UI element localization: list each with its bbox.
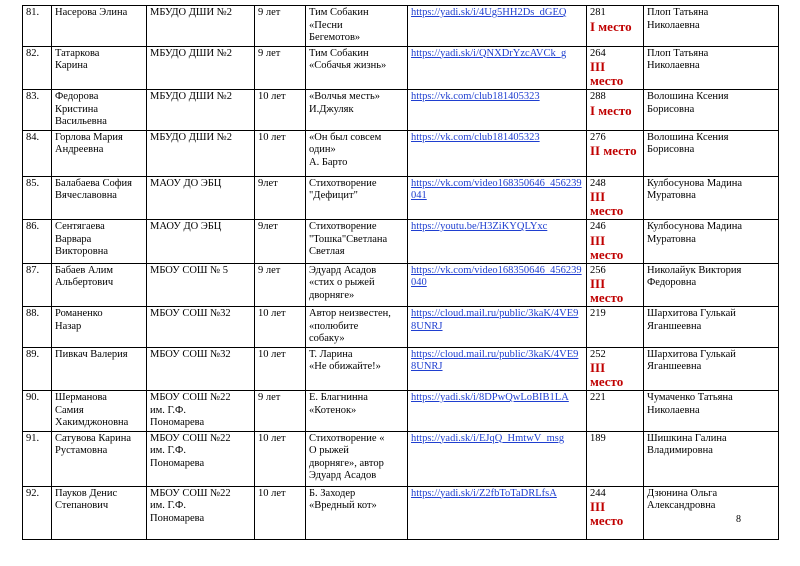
school-name: МБОУ СОШ №22 им. Г.Ф. Пономарева (147, 486, 255, 539)
participant-name: Шерманова Самия Хакимджоновна (52, 391, 147, 432)
school-name: МАОУ ДО ЭБЦ (147, 220, 255, 264)
school-name: МБУДО ДШИ №2 (147, 6, 255, 47)
video-link-cell (408, 307, 587, 348)
video-link[interactable]: https://vk.com/video168350646_456239040 (411, 264, 582, 288)
table-row (23, 130, 779, 176)
video-link-cell (408, 130, 587, 176)
participant-name: Горлова Мария Андреевна (52, 130, 147, 176)
video-link[interactable]: https://cloud.mail.ru/public/3kaK/4VE98UNRJ (411, 308, 579, 332)
participant-name: Балабаева София Вячеславовна (52, 176, 147, 220)
participant-age: 9 лет (255, 46, 306, 90)
teacher-name: Кулбосунова Мадина Муратовна (644, 220, 779, 264)
teacher-name: Чумаченко Татьяна Николаевна (644, 391, 779, 432)
score: 256 (590, 264, 606, 276)
work-title: Автор неизвестен, «полюбите собаку» (306, 307, 408, 348)
result-cell (587, 486, 644, 539)
row-number: 84. (23, 130, 52, 176)
participant-name: Федорова Кристина Васильевна (52, 90, 147, 131)
row-number: 87. (23, 263, 52, 307)
table-row (23, 90, 779, 131)
table-row (23, 263, 779, 307)
teacher-name: Дзюнина Ольга Александровна (644, 486, 779, 539)
work-title: Стихотворение "Тошка"Светлана Светлая (306, 220, 408, 264)
school-name: МБУДО ДШИ №2 (147, 130, 255, 176)
teacher-name: Волошина Ксения Борисовна (644, 90, 779, 131)
work-title: «Волчья месть» И.Джуляк (306, 90, 408, 131)
score: 221 (590, 392, 606, 403)
row-number: 86. (23, 220, 52, 264)
teacher-name: Николайук Виктория Федоровна (644, 263, 779, 307)
school-name: МБОУ СОШ №22 им. Г.Ф. Пономарева (147, 431, 255, 486)
video-link[interactable]: https://yadi.sk/i/EJqQ_HmtwV_msg (411, 432, 565, 444)
work-title: Т. Ларина «Не обижайте!» (306, 347, 408, 391)
result-cell (587, 263, 644, 307)
participant-name: Татаркова Карина (52, 46, 147, 90)
video-link-cell (408, 176, 587, 220)
school-name: МАОУ ДО ЭБЦ (147, 176, 255, 220)
row-number: 82. (23, 46, 52, 90)
score: 288 (590, 91, 606, 102)
table-row (23, 46, 779, 90)
video-link[interactable]: https://cloud.mail.ru/public/3kaK/4VE98UNRJ (411, 348, 579, 372)
score: 189 (590, 432, 606, 444)
page-number: 8 (736, 514, 741, 525)
video-link-cell (408, 46, 587, 90)
participant-age: 9лет (255, 220, 306, 264)
video-link[interactable]: https://yadi.sk/i/4Ug5HH2Ds_dGEQ (411, 7, 567, 18)
table-row (23, 486, 779, 539)
place-badge: III место (590, 360, 624, 389)
row-number: 81. (23, 6, 52, 47)
participant-age: 10 лет (255, 90, 306, 131)
place-badge: II место (590, 143, 637, 158)
score: 281 (590, 7, 606, 18)
work-title: Е. Благнинна «Котенок» (306, 391, 408, 432)
video-link[interactable]: https://yadi.sk/i/QNXDrYzcAVCk_g (411, 47, 567, 59)
row-number: 92. (23, 486, 52, 539)
table-row (23, 176, 779, 220)
score: 264 (590, 47, 606, 59)
row-number: 91. (23, 431, 52, 486)
place-badge: III место (590, 59, 624, 88)
place-badge: III место (590, 232, 624, 262)
teacher-name: Шархитова Гулькай Яганшеевна (644, 307, 779, 348)
participant-name: Пауков Денис Степанович (52, 486, 147, 539)
participant-age: 10 лет (255, 307, 306, 348)
teacher-name: Волошина Ксения Борисовна (644, 130, 779, 176)
video-link-cell (408, 220, 587, 264)
work-title: Стихотворение "Дефицит" (306, 176, 408, 220)
score: 276 (590, 131, 606, 143)
teacher-name: Шишкина Галина Владимировна (644, 431, 779, 486)
row-number: 83. (23, 90, 52, 131)
participant-age: 9 лет (255, 391, 306, 432)
participant-name: Сатувова Карина Рустамовна (52, 431, 147, 486)
video-link[interactable]: https://vk.com/club181405323 (411, 131, 540, 143)
video-link-cell (408, 263, 587, 307)
place-badge: I место (590, 102, 632, 118)
participant-age: 10 лет (255, 431, 306, 486)
score: 244 (590, 487, 606, 499)
video-link-cell (408, 90, 587, 131)
video-link[interactable]: https://vk.com/club181405323 (411, 91, 540, 102)
video-link-cell (408, 391, 587, 432)
result-cell (587, 46, 644, 90)
school-name: МБОУ СОШ №32 (147, 347, 255, 391)
teacher-name: Плоп Татьяна Николаевна (644, 46, 779, 90)
video-link-cell (408, 6, 587, 47)
school-name: МБУДО ДШИ №2 (147, 90, 255, 131)
score: 252 (590, 348, 606, 360)
result-cell (587, 220, 644, 264)
participant-age: 9 лет (255, 6, 306, 47)
teacher-name: Шархитова Гулькай Яганшеевна (644, 347, 779, 391)
work-title: Эдуард Асадов «стих о рыжей дворняге» (306, 263, 408, 307)
video-link-cell (408, 347, 587, 391)
place-badge: III место (590, 276, 624, 305)
work-title: Тим Собакин «Собачья жизнь» (306, 46, 408, 90)
result-cell (587, 431, 644, 486)
score: 219 (590, 308, 606, 319)
school-name: МБОУ СОШ № 5 (147, 263, 255, 307)
table-row (23, 220, 779, 264)
participant-age: 10 лет (255, 486, 306, 539)
participant-age: 9 лет (255, 263, 306, 307)
work-title: Стихотворение « О рыжей дворняге», автор Эдуард Асадов (306, 431, 408, 486)
participant-name: Бабаев Алим Альбертович (52, 263, 147, 307)
result-cell (587, 176, 644, 220)
table-row (23, 307, 779, 348)
participant-age: 10 лет (255, 347, 306, 391)
result-cell (587, 130, 644, 176)
school-name: МБОУ СОШ №32 (147, 307, 255, 348)
results-table (22, 5, 779, 540)
result-cell (587, 307, 644, 348)
place-badge: III место (590, 499, 624, 528)
work-title: «Он был совсем один» А. Барто (306, 130, 408, 176)
school-name: МБОУ СОШ №22 им. Г.Ф. Пономарева (147, 391, 255, 432)
video-link[interactable]: https://yadi.sk/i/Z2fbToTaDRLfsA (411, 487, 557, 499)
score: 248 (590, 177, 606, 189)
video-link[interactable]: https://vk.com/video168350646_456239041 (411, 177, 582, 201)
place-badge: III место (590, 189, 624, 218)
video-link[interactable]: https://youtu.be/H3ZiKYQLYxc (411, 221, 548, 232)
row-number: 88. (23, 307, 52, 348)
result-cell (587, 347, 644, 391)
result-cell (587, 6, 644, 47)
participant-age: 10 лет (255, 130, 306, 176)
work-title: Тим Собакин «Песни Бегемотов» (306, 6, 408, 47)
row-number: 85. (23, 176, 52, 220)
table-row (23, 347, 779, 391)
result-cell (587, 90, 644, 131)
result-cell (587, 391, 644, 432)
participant-name: Сентягаева Варвара Викторовна (52, 220, 147, 264)
row-number: 89. (23, 347, 52, 391)
table-row (23, 6, 779, 47)
work-title: Б. Заходер «Вредный кот» (306, 486, 408, 539)
table-row (23, 431, 779, 486)
teacher-name: Кулбосунова Мадина Муратовна (644, 176, 779, 220)
place-badge: I место (590, 18, 632, 34)
participant-name: Романенко Назар (52, 307, 147, 348)
video-link[interactable]: https://yadi.sk/i/8DPwQwLoBIB1LA (411, 392, 569, 403)
video-link-cell (408, 486, 587, 539)
participant-age: 9лет (255, 176, 306, 220)
participant-name: Пивкач Валерия (52, 347, 147, 391)
score: 246 (590, 221, 606, 232)
video-link-cell (408, 431, 587, 486)
school-name: МБУДО ДШИ №2 (147, 46, 255, 90)
participant-name: Насерова Элина (52, 6, 147, 47)
table-row (23, 391, 779, 432)
row-number: 90. (23, 391, 52, 432)
teacher-name: Плоп Татьяна Николаевна (644, 6, 779, 47)
